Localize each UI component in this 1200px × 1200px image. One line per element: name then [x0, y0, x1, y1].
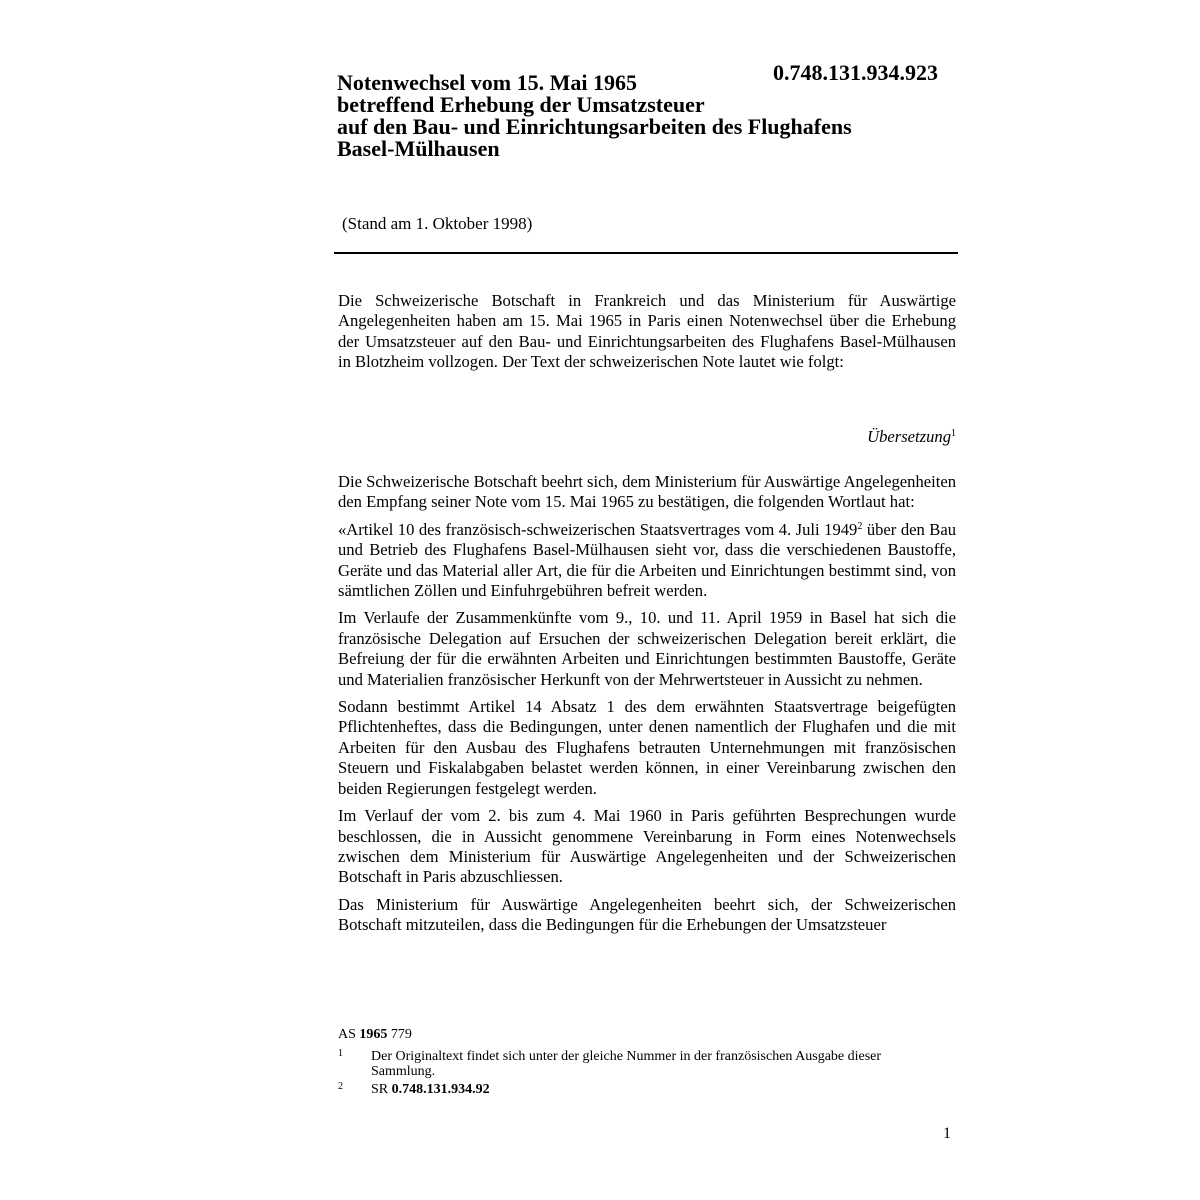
- footnote-sr-number[interactable]: 0.748.131.934.92: [391, 1082, 490, 1097]
- as-year: 1965: [359, 1027, 388, 1042]
- as-page: 779: [390, 1027, 412, 1042]
- title-line: Notenwechsel vom 15. Mai 1965: [337, 70, 638, 95]
- footnote-number: 2: [338, 1081, 343, 1092]
- note-paragraph: Sodann bestimmt Artikel 14 Absatz 1 des dem erwähnten Staatsvertrage beigefügten Pflichtenheftes, dass die Bedingungen, unter denen namentlich der Flughafen und die mit Arbeiten für den Ausbau des Flughafens betrauten Unternehmungen mit französischen Steuern und Fiskalabgaben belastet werden können, in einer Vereinbarung zwischen den beiden Regierungen festgelegt werden.: [338, 697, 956, 798]
- title-line: Basel-Mülhausen: [337, 136, 500, 161]
- note-paragraph: Die Schweizerische Botschaft beehrt sich, dem Ministerium für Auswärtige Angelegenheiten den Empfang seiner Note vom 15. Mai 1965 zu bestätigen, die folgenden Wortlaut hat:: [338, 472, 956, 512]
- footnote-2: [338, 1082, 938, 1097]
- header-divider: [334, 252, 958, 254]
- footnote-1: [338, 1049, 938, 1079]
- paragraph-text: über den Bau und Betrieb des Flughafens Basel-Mülhausen sieht vor, dass die verschiedenen Baustoffe, Geräte und das Material aller Art, die für die Arbeiten und Einrichtungen bestimmt sind, von sämtlichen Zöllen und Einfuhrgebühren befreit werden.: [338, 519, 956, 601]
- title-line: auf den Bau- und Einrichtungsarbeiten des Flughafens: [337, 114, 852, 139]
- note-paragraph: Das Ministerium für Auswärtige Angelegenheiten beehrt sich, der Schweizerischen Botschaft mitzuteilen, dass die Bedingungen für die Erhebungen der Umsatzsteuer: [338, 894, 956, 935]
- note-paragraph: [338, 520, 956, 602]
- intro-paragraph: Die Schweizerische Botschaft in Frankreich und das Ministerium für Auswärtige Angelegenheiten haben am 15. Mai 1965 in Paris einen Notenwechsel über die Erhebung der Umsatzsteuer auf den Bau- und Einrichtungsarbeiten des Flughafens Basel-Mülhausen in Blotzheim vollzogen. Der Text der schweizerischen Note lautet wie folgt:: [338, 291, 956, 372]
- footnote-ref-2[interactable]: 2: [857, 520, 863, 532]
- page-number: 1: [943, 1125, 951, 1142]
- footnote-text: Der Originaltext findet sich unter der gleiche Nummer in der französischen Ausgabe dieser Sammlung.: [371, 1049, 882, 1079]
- document-title: [337, 72, 957, 160]
- title-line: betreffend Erhebung der Umsatzsteuer: [337, 92, 705, 117]
- footnote-number: 1: [338, 1048, 343, 1059]
- note-paragraph: Im Verlauf der vom 2. bis zum 4. Mai 1960 in Paris geführten Besprechungen wurde beschlossen, die in Aussicht genommene Vereinbarung in Form eines Notenwechsels zwischen dem Ministerium für Auswärtige Angelegenheiten und der Schweizerischen Botschaft in Paris abzuschliessen.: [338, 806, 956, 887]
- sr-number: 0.748.131.934.923: [773, 60, 938, 85]
- note-paragraph: Im Verlaufe der Zusammenkünfte vom 9., 10. und 11. April 1959 in Basel hat sich die französische Delegation auf Ersuchen der schweizerischen Delegation bereit erklärt, die Befreiung der für die erwähnten Arbeiten und Einrichtungen bestimmten Baustoffe, Geräte und Materialien französischer Herkunft von der Mehrwertsteuer in Aussicht zu nehmen.: [338, 608, 956, 689]
- translation-text: Übersetzung: [867, 427, 951, 446]
- footnote-prefix: SR: [371, 1082, 389, 1097]
- as-prefix: AS: [338, 1027, 356, 1042]
- official-collection-reference: [338, 1027, 412, 1043]
- status-date: (Stand am 1. Oktober 1998): [342, 214, 533, 233]
- note-text: [338, 472, 956, 943]
- translation-label: [600, 427, 956, 447]
- footnote-text: [371, 1082, 938, 1097]
- paragraph-text: «Artikel 10 des französisch-schweizerischen Staatsvertrages vom 4. Juli 1949: [338, 519, 858, 539]
- footnote-ref-1[interactable]: 1: [951, 428, 956, 439]
